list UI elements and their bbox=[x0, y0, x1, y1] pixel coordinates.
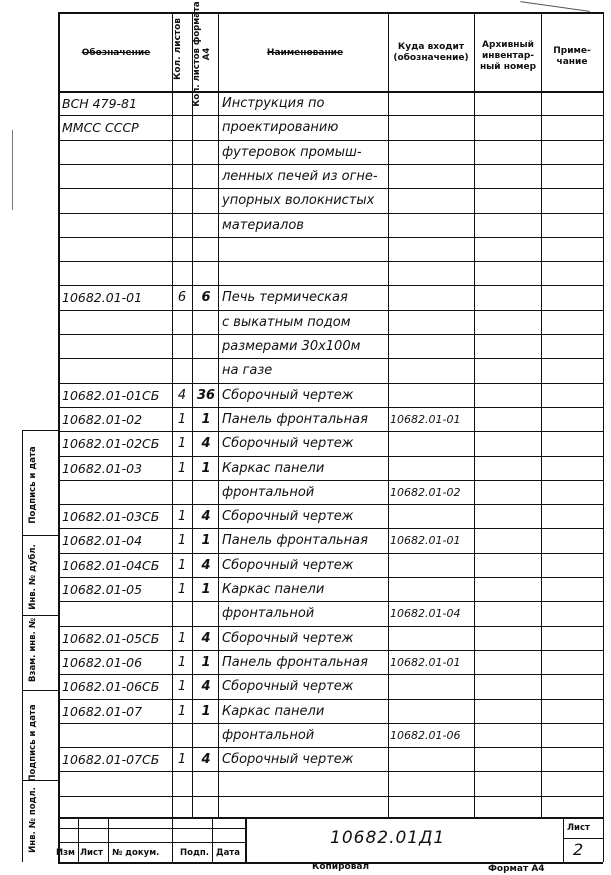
row-name: на газе bbox=[222, 363, 273, 379]
row-name: ленных печей из огне- bbox=[222, 168, 378, 184]
row-name: футеровок промыш- bbox=[222, 144, 362, 160]
row-name: Инструкция по bbox=[222, 96, 325, 111]
row-designation: 10682.01-03 bbox=[62, 460, 143, 476]
row-sheets: 1 bbox=[177, 679, 187, 695]
side-inv-orig: Инв. № подл. bbox=[28, 787, 38, 853]
grid-hline bbox=[58, 115, 603, 116]
grid-hline bbox=[58, 12, 603, 14]
row-used-in: 10682.01-04 bbox=[390, 607, 461, 621]
stamp-change: Изм bbox=[56, 848, 76, 858]
row-name: Сборочный чертеж bbox=[222, 630, 354, 646]
grid-vline bbox=[78, 817, 79, 862]
row-name: фронтальной bbox=[222, 727, 315, 743]
row-name: материалов bbox=[222, 217, 304, 233]
grid-vline bbox=[541, 12, 542, 817]
header-sheets-count: Кол. листов bbox=[173, 18, 183, 81]
grid-hline bbox=[58, 828, 245, 829]
row-sheets: 1 bbox=[177, 557, 187, 573]
row-a4: 1 bbox=[201, 411, 211, 427]
grid-vline bbox=[474, 12, 475, 817]
row-designation: 10682.01-07 bbox=[62, 703, 143, 719]
row-name: фронтальной bbox=[222, 606, 315, 622]
grid-hline bbox=[22, 430, 58, 431]
header-a4-format bbox=[192, 0, 212, 109]
grid-hline bbox=[58, 213, 603, 214]
row-used-in: 10682.01-01 bbox=[390, 534, 461, 548]
footer-copied: Копировал bbox=[312, 862, 370, 872]
header-used-in: Куда входит (обозначение) bbox=[393, 42, 469, 63]
row-name: Сборочный чертеж bbox=[222, 557, 354, 573]
row-name: Сборочный чертеж bbox=[222, 752, 354, 768]
row-designation: ВСН 479-81 bbox=[62, 96, 137, 111]
row-designation: 10682.01-01 bbox=[62, 290, 143, 306]
sheet-label: Лист bbox=[567, 823, 590, 833]
row-sheets: 1 bbox=[177, 533, 187, 549]
row-a4: 4 bbox=[201, 679, 211, 695]
row-a4: 1 bbox=[201, 533, 211, 549]
row-sheets: 4 bbox=[177, 387, 187, 403]
row-name: фронтальной bbox=[222, 484, 315, 500]
row-designation: ММСС СССР bbox=[62, 120, 139, 136]
row-a4: 1 bbox=[201, 460, 211, 476]
scan-mark-left bbox=[12, 130, 13, 210]
footer-format: Формат А4 bbox=[488, 864, 545, 874]
row-name: проектированию bbox=[222, 120, 339, 136]
grid-hline bbox=[58, 650, 603, 651]
grid-vline bbox=[172, 817, 173, 862]
grid-hline bbox=[58, 817, 603, 819]
header-note: Приме- чание bbox=[553, 46, 591, 67]
row-name: Панель фронтальная bbox=[222, 533, 368, 549]
grid-hline bbox=[58, 164, 603, 165]
row-name: Каркас панели bbox=[222, 582, 325, 597]
row-name: Каркас панели bbox=[222, 460, 325, 476]
row-sheets: 1 bbox=[177, 436, 187, 452]
grid-vline bbox=[192, 12, 193, 817]
grid-hline bbox=[58, 504, 603, 505]
grid-vline bbox=[212, 817, 213, 862]
grid-hline bbox=[58, 91, 603, 93]
grid-vline bbox=[603, 12, 604, 862]
grid-hline bbox=[58, 528, 603, 529]
row-a4: 4 bbox=[201, 436, 211, 452]
row-designation: 10682.01-06СБ bbox=[62, 679, 160, 695]
grid-hline bbox=[58, 601, 603, 602]
row-a4: 4 bbox=[201, 752, 211, 768]
side-replace-inv: Взам. инв. № bbox=[28, 618, 38, 682]
grid-hline bbox=[58, 237, 603, 238]
row-name: Панель фронтальная bbox=[222, 411, 368, 427]
row-designation: 10682.01-04 bbox=[62, 533, 143, 549]
header-a4-format-text: Кол. листов формата А4 bbox=[192, 1, 212, 107]
row-designation: 10682.01-04СБ bbox=[62, 557, 160, 573]
grid-hline bbox=[58, 188, 603, 189]
stamp-date: Дата bbox=[216, 848, 240, 858]
grid-vline bbox=[245, 817, 247, 862]
grid-hline bbox=[58, 140, 603, 141]
row-sheets: 1 bbox=[177, 654, 187, 670]
grid-hline bbox=[58, 358, 603, 359]
grid-hline bbox=[58, 456, 603, 457]
row-a4: 4 bbox=[201, 509, 211, 525]
row-name: Сборочный чертеж bbox=[222, 387, 354, 403]
grid-hline bbox=[58, 285, 603, 286]
grid-hline bbox=[58, 842, 245, 843]
row-a4: 6 bbox=[201, 290, 211, 306]
row-name: Сборочный чертеж bbox=[222, 679, 354, 695]
grid-hline bbox=[58, 577, 603, 578]
grid-hline bbox=[58, 480, 603, 481]
grid-vline bbox=[218, 12, 219, 817]
grid-hline bbox=[58, 771, 603, 772]
row-designation: 10682.01-05 bbox=[62, 582, 143, 597]
grid-vline bbox=[22, 430, 23, 862]
row-designation: 10682.01-02СБ bbox=[62, 436, 160, 452]
row-designation: 10682.01-02 bbox=[62, 411, 143, 427]
row-designation: 10682.01-07СБ bbox=[62, 752, 160, 768]
row-a4: 4 bbox=[201, 557, 211, 573]
grid-hline bbox=[58, 383, 603, 384]
row-name: с выкатным подом bbox=[222, 314, 351, 330]
row-sheets: 1 bbox=[177, 460, 187, 476]
row-a4: 1 bbox=[201, 654, 211, 670]
row-used-in: 10682.01-06 bbox=[390, 728, 461, 742]
header-name: Наименование bbox=[266, 48, 344, 58]
row-designation: 10682.01-03СБ bbox=[62, 509, 160, 525]
grid-hline bbox=[58, 334, 603, 335]
grid-vline bbox=[108, 817, 109, 862]
row-designation: 10682.01-01СБ bbox=[62, 387, 160, 403]
grid-hline bbox=[58, 261, 603, 262]
grid-vline bbox=[388, 12, 389, 817]
sheet-number: 2 bbox=[573, 840, 584, 859]
row-designation: 10682.01-05СБ bbox=[62, 630, 160, 646]
row-designation: 10682.01-06 bbox=[62, 654, 143, 670]
grid-hline bbox=[58, 723, 603, 724]
side-inv-dup: Инв. № дубл. bbox=[28, 544, 38, 610]
row-sheets: 1 bbox=[177, 509, 187, 525]
row-a4: 36 bbox=[196, 387, 216, 403]
stamp-doc-no: № докум. bbox=[112, 848, 160, 858]
grid-hline bbox=[58, 626, 603, 627]
grid-vline bbox=[563, 817, 564, 862]
row-used-in: 10682.01-01 bbox=[390, 655, 461, 669]
grid-hline bbox=[58, 674, 603, 675]
row-sheets: 1 bbox=[177, 752, 187, 768]
row-name: размерами 30х100м bbox=[222, 339, 361, 354]
side-signature-date-2: Подпись и дата bbox=[28, 704, 38, 782]
row-sheets: 1 bbox=[177, 411, 187, 427]
row-name: Сборочный чертеж bbox=[222, 509, 354, 525]
row-a4: 1 bbox=[201, 582, 211, 597]
grid-hline bbox=[58, 310, 603, 311]
row-sheets: 1 bbox=[177, 630, 187, 646]
row-name: Каркас панели bbox=[222, 703, 325, 719]
header-designation: Обозначение bbox=[81, 48, 151, 58]
row-sheets: 6 bbox=[177, 290, 187, 306]
row-used-in: 10682.01-02 bbox=[390, 485, 461, 499]
header-archive-no: Архивный инвентар- ный номер bbox=[479, 40, 537, 72]
grid-hline bbox=[58, 699, 603, 700]
row-used-in: 10682.01-01 bbox=[390, 412, 461, 426]
grid-hline bbox=[58, 796, 603, 797]
grid-hline bbox=[58, 747, 603, 748]
grid-hline bbox=[58, 431, 603, 432]
row-sheets: 1 bbox=[177, 703, 187, 719]
row-a4: 4 bbox=[201, 630, 211, 646]
row-name: упорных волокнистых bbox=[222, 193, 375, 209]
grid-hline bbox=[563, 838, 603, 839]
row-a4: 1 bbox=[201, 703, 211, 719]
grid-hline bbox=[58, 553, 603, 554]
row-name: Панель фронтальная bbox=[222, 654, 368, 670]
stamp-signature: Подп. bbox=[180, 848, 209, 858]
side-signature-date-1: Подпись и дата bbox=[28, 446, 38, 524]
grid-hline bbox=[58, 407, 603, 408]
scan-mark-top bbox=[520, 1, 589, 12]
row-name: Сборочный чертеж bbox=[222, 436, 354, 452]
row-name: Печь термическая bbox=[222, 290, 348, 306]
doc-code: 10682.01Д1 bbox=[330, 828, 446, 848]
row-sheets: 1 bbox=[177, 582, 187, 597]
stamp-sheet: Лист bbox=[80, 848, 103, 858]
